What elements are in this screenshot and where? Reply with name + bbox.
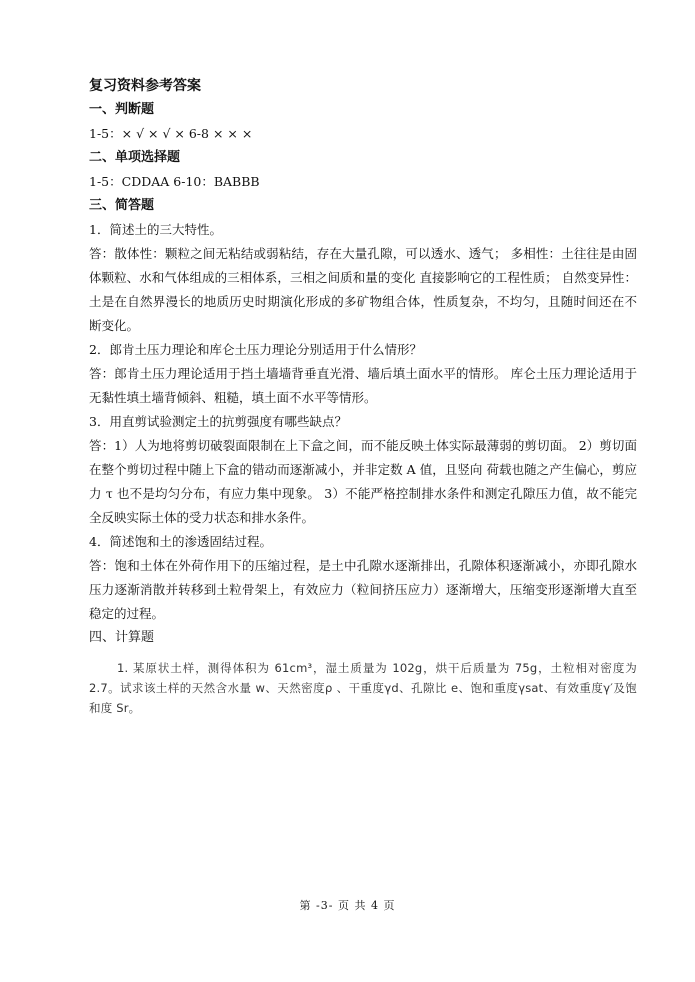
section-judge-heading: 一、判断题 <box>89 102 155 117</box>
question-2: 2．郎肯土压力理论和库仑土压力理论分别适用于什么情形？ <box>89 342 422 357</box>
answer-4: 答：饱和土体在外荷作用下的压缩过程，是土中孔隙水逐渐排出，孔隙体积逐渐减小，亦即孔隙水压力逐渐消散并转移到土粒骨架上，有效应力（粒间挤压应力）逐渐增大，压缩变形逐渐增大直至稳定的过程。 <box>89 558 637 621</box>
answer-2: 答：郎肯土压力理论适用于挡土墙墙背垂直光滑、墙后填土面水平的情形。 库仑土压力理论适用于无黏性填土墙背倾斜、粗糙，填土面不水平等情形。 <box>89 366 637 405</box>
page-footer: 第 -3- 页 共 4 页 <box>299 899 396 912</box>
section-calculation-heading: 四、计算题 <box>89 630 155 645</box>
question-1: 1．简述土的三大特性。 <box>89 222 222 237</box>
section-short-answer-heading: 三、简答题 <box>89 198 155 213</box>
document-body <box>89 74 637 718</box>
single-choice-answers: 1-5：CDDAA 6-10：BABBB <box>89 174 260 189</box>
calculation-problem-1-text: 1. 某原状土样，测得体积为 61cm³，湿土质量为 102g，烘干后质量为 75g，土粒相对密度为 2.7。试求该土样的天然含水量 w、天然密度ρ 、干重度γd、孔隙比 e、饱和重度γsat、有效重度γ′及饱和度 Sr。 <box>89 661 637 715</box>
document-title: 复习资料参考答案 <box>89 78 201 94</box>
judge-answers: 1-5：× √ × √ × 6-8 × × × <box>89 126 253 141</box>
section-single-choice-heading: 二、单项选择题 <box>89 150 181 165</box>
answer-3: 答：1）人为地将剪切破裂面限制在上下盒之间，而不能反映土体实际最薄弱的剪切面。 2）剪切面在整个剪切过程中随上下盒的错动而逐渐减小，并非定数 A 值，且竖向 荷载也随之产生偏心，剪应力 τ 也不是均匀分布，有应力集中现象。 3）不能严格控制排水条件和测定孔隙压力值，故不能完全反映实际土体的受力状态和排水条件。 <box>89 438 637 525</box>
question-3: 3．用直剪试验测定土的抗剪强度有哪些缺点？ <box>89 414 347 429</box>
calculation-problem-1 <box>89 658 637 718</box>
answer-1: 答：散体性：颗粒之间无粘结或弱粘结，存在大量孔隙，可以透水、透气； 多相性：土往往是由固体颗粒、水和气体组成的三相体系，三相之间质和量的变化 直接影响它的工程性质； 自然变异性：土是在自然界漫长的地质历史时期演化形成的多矿物组合体，性质复杂，不均匀，且随时间还在不断变化。 <box>89 246 637 333</box>
question-4: 4．简述饱和土的渗透固结过程。 <box>89 534 272 549</box>
